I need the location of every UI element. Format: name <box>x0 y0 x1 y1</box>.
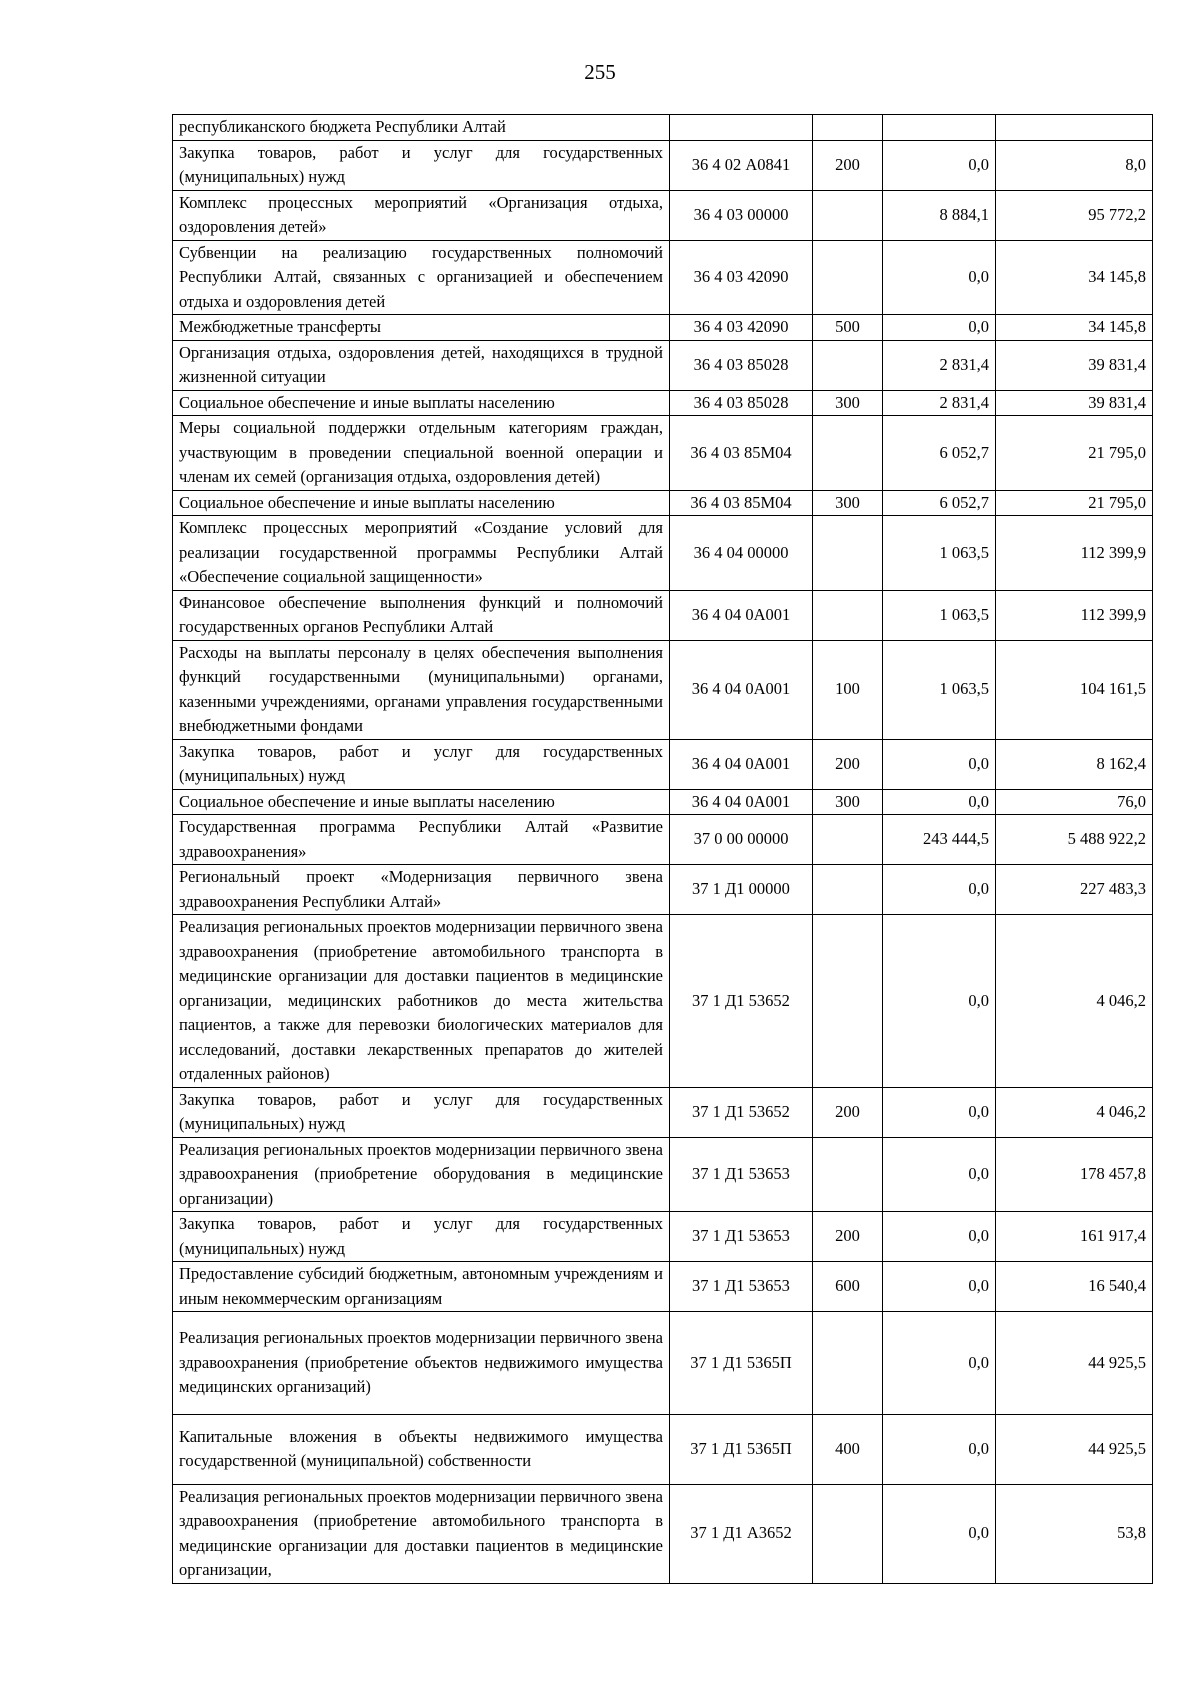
row-code: 36 4 04 0А001 <box>670 789 813 815</box>
row-name: Государственная программа Республики Алтай «Развитие здравоохранения» <box>173 815 670 865</box>
row-value-2: 161 917,4 <box>996 1212 1153 1262</box>
row-value-1: 0,0 <box>883 789 996 815</box>
row-code: 37 1 Д1 53653 <box>670 1137 813 1212</box>
row-code: 37 1 Д1 53652 <box>670 1087 813 1137</box>
row-name: Социальное обеспечение и иные выплаты населению <box>173 390 670 416</box>
table-row <box>173 915 1153 1088</box>
row-value-1: 0,0 <box>883 1137 996 1212</box>
row-value-2: 44 925,5 <box>996 1414 1153 1484</box>
row-expense-type: 200 <box>813 739 883 789</box>
row-value-2: 95 772,2 <box>996 190 1153 240</box>
row-name: Закупка товаров, работ и услуг для государственных (муниципальных) нужд <box>173 140 670 190</box>
row-code: 37 1 Д1 5365П <box>670 1414 813 1484</box>
row-value-2: 53,8 <box>996 1484 1153 1583</box>
row-name: Финансовое обеспечение выполнения функций и полномочий государственных органов Республики Алтай <box>173 590 670 640</box>
row-value-2: 34 145,8 <box>996 315 1153 341</box>
row-value-1: 2 831,4 <box>883 390 996 416</box>
table-row <box>173 490 1153 516</box>
row-name: Региональный проект «Модернизация первичного звена здравоохранения Республики Алтай» <box>173 865 670 915</box>
row-code: 37 1 Д1 5365П <box>670 1312 813 1415</box>
row-code: 36 4 03 00000 <box>670 190 813 240</box>
table-row <box>173 1212 1153 1262</box>
row-code: 36 4 04 0А001 <box>670 640 813 739</box>
table-row <box>173 115 1153 141</box>
row-name: Комплекс процессных мероприятий «Организация отдыха, оздоровления детей» <box>173 190 670 240</box>
row-code: 36 4 04 0А001 <box>670 590 813 640</box>
row-code: 36 4 04 00000 <box>670 516 813 591</box>
row-value-1: 1 063,5 <box>883 640 996 739</box>
table-row <box>173 1087 1153 1137</box>
row-code: 37 1 Д1 53653 <box>670 1262 813 1312</box>
row-value-1: 0,0 <box>883 1087 996 1137</box>
row-expense-type: 200 <box>813 1212 883 1262</box>
row-value-1: 6 052,7 <box>883 490 996 516</box>
row-value-2: 112 399,9 <box>996 590 1153 640</box>
row-expense-type <box>813 590 883 640</box>
row-code: 36 4 03 85028 <box>670 390 813 416</box>
table-row <box>173 815 1153 865</box>
row-value-1: 0,0 <box>883 865 996 915</box>
row-name: Субвенции на реализацию государственных полномочий Республики Алтай, связанных с организацией и обеспечением отдыха и оздоровления детей <box>173 240 670 315</box>
table-row <box>173 190 1153 240</box>
row-expense-type: 300 <box>813 490 883 516</box>
table-row <box>173 1484 1153 1583</box>
row-expense-type <box>813 815 883 865</box>
row-expense-type: 300 <box>813 390 883 416</box>
table-row <box>173 516 1153 591</box>
table-row <box>173 315 1153 341</box>
row-value-2: 178 457,8 <box>996 1137 1153 1212</box>
row-expense-type <box>813 416 883 491</box>
row-expense-type <box>813 915 883 1088</box>
row-value-2: 8 162,4 <box>996 739 1153 789</box>
table-row <box>173 340 1153 390</box>
row-name: Организация отдыха, оздоровления детей, находящихся в трудной жизненной ситуации <box>173 340 670 390</box>
row-value-2 <box>996 115 1153 141</box>
row-expense-type <box>813 190 883 240</box>
row-name: Меры социальной поддержки отдельным категориям граждан, участвующим в проведении специальной военной операции и членам их семей (организация отдыха, оздоровления детей) <box>173 416 670 491</box>
row-value-2: 5 488 922,2 <box>996 815 1153 865</box>
row-code: 37 0 00 00000 <box>670 815 813 865</box>
table-row <box>173 390 1153 416</box>
row-value-1: 0,0 <box>883 1414 996 1484</box>
row-code <box>670 115 813 141</box>
row-name: Закупка товаров, работ и услуг для государственных (муниципальных) нужд <box>173 1087 670 1137</box>
row-value-1: 1 063,5 <box>883 516 996 591</box>
row-value-2: 39 831,4 <box>996 390 1153 416</box>
row-expense-type <box>813 115 883 141</box>
row-code: 37 1 Д1 А3652 <box>670 1484 813 1583</box>
table-row <box>173 1312 1153 1415</box>
page-number: 255 <box>584 60 616 84</box>
row-code: 37 1 Д1 00000 <box>670 865 813 915</box>
row-value-2: 4 046,2 <box>996 1087 1153 1137</box>
row-code: 37 1 Д1 53653 <box>670 1212 813 1262</box>
row-expense-type <box>813 240 883 315</box>
table-row <box>173 240 1153 315</box>
row-value-1: 6 052,7 <box>883 416 996 491</box>
row-value-1: 0,0 <box>883 315 996 341</box>
row-name: Социальное обеспечение и иные выплаты населению <box>173 789 670 815</box>
row-code: 36 4 03 42090 <box>670 315 813 341</box>
row-name: Расходы на выплаты персоналу в целях обеспечения выполнения функций государственными (муниципальными) органами, казенными учреждениями, органами управления государственными внебюджетными фондами <box>173 640 670 739</box>
budget-table <box>172 114 1153 1584</box>
row-expense-type: 300 <box>813 789 883 815</box>
row-value-1: 0,0 <box>883 1312 996 1415</box>
row-expense-type: 400 <box>813 1414 883 1484</box>
row-expense-type <box>813 865 883 915</box>
row-value-2: 4 046,2 <box>996 915 1153 1088</box>
row-expense-type: 600 <box>813 1262 883 1312</box>
row-code: 36 4 03 85028 <box>670 340 813 390</box>
row-name: Закупка товаров, работ и услуг для государственных (муниципальных) нужд <box>173 1212 670 1262</box>
row-value-1: 243 444,5 <box>883 815 996 865</box>
row-value-2: 34 145,8 <box>996 240 1153 315</box>
row-value-2: 112 399,9 <box>996 516 1153 591</box>
table-row <box>173 1414 1153 1484</box>
row-expense-type: 100 <box>813 640 883 739</box>
row-value-1: 2 831,4 <box>883 340 996 390</box>
row-expense-type <box>813 1312 883 1415</box>
row-value-2: 16 540,4 <box>996 1262 1153 1312</box>
row-expense-type <box>813 1484 883 1583</box>
row-value-1: 8 884,1 <box>883 190 996 240</box>
row-code: 36 4 03 85М04 <box>670 490 813 516</box>
row-expense-type <box>813 340 883 390</box>
row-value-1: 0,0 <box>883 1212 996 1262</box>
row-code: 36 4 02 А0841 <box>670 140 813 190</box>
row-value-1: 0,0 <box>883 1262 996 1312</box>
row-value-1: 0,0 <box>883 1484 996 1583</box>
row-code: 37 1 Д1 53652 <box>670 915 813 1088</box>
row-name: Предоставление субсидий бюджетным, автономным учреждениям и иным некоммерческим организациям <box>173 1262 670 1312</box>
row-code: 36 4 03 85М04 <box>670 416 813 491</box>
row-name: Реализация региональных проектов модернизации первичного звена здравоохранения (приобретение автомобильного транспорта в медицинские организации для доставки пациентов в медицинские организации, медицинских работников до места жительства пациентов, а также для перевозки биологических материалов для исследований, доставки лекарственных препаратов до жителей отдаленных районов) <box>173 915 670 1088</box>
row-value-2: 21 795,0 <box>996 490 1153 516</box>
table-row <box>173 640 1153 739</box>
row-value-2: 44 925,5 <box>996 1312 1153 1415</box>
budget-table-body <box>173 115 1153 1584</box>
row-code: 36 4 04 0А001 <box>670 739 813 789</box>
table-row <box>173 739 1153 789</box>
row-expense-type: 500 <box>813 315 883 341</box>
row-name: Закупка товаров, работ и услуг для государственных (муниципальных) нужд <box>173 739 670 789</box>
row-value-1: 1 063,5 <box>883 590 996 640</box>
row-value-2: 104 161,5 <box>996 640 1153 739</box>
row-value-2: 8,0 <box>996 140 1153 190</box>
row-name: Реализация региональных проектов модернизации первичного звена здравоохранения (приобретение объектов недвижимого имущества медицинских организаций) <box>173 1312 670 1415</box>
row-name: Комплекс процессных мероприятий «Создание условий для реализации государственной программы Республики Алтай «Обеспечение социальной защищенности» <box>173 516 670 591</box>
table-row <box>173 590 1153 640</box>
table-row <box>173 789 1153 815</box>
row-name: Межбюджетные трансферты <box>173 315 670 341</box>
row-value-2: 76,0 <box>996 789 1153 815</box>
row-expense-type <box>813 516 883 591</box>
row-value-2: 39 831,4 <box>996 340 1153 390</box>
row-value-2: 21 795,0 <box>996 416 1153 491</box>
row-expense-type: 200 <box>813 1087 883 1137</box>
row-value-1: 0,0 <box>883 915 996 1088</box>
table-row <box>173 1262 1153 1312</box>
row-value-1: 0,0 <box>883 240 996 315</box>
row-value-1: 0,0 <box>883 140 996 190</box>
row-value-1: 0,0 <box>883 739 996 789</box>
table-row <box>173 865 1153 915</box>
row-name: Капитальные вложения в объекты недвижимого имущества государственной (муниципальной) собственности <box>173 1414 670 1484</box>
row-name: республиканского бюджета Республики Алтай <box>173 115 670 141</box>
row-value-2: 227 483,3 <box>996 865 1153 915</box>
row-expense-type <box>813 1137 883 1212</box>
row-name: Реализация региональных проектов модернизации первичного звена здравоохранения (приобретение автомобильного транспорта в медицинские организации для доставки пациентов в медицинские организации, <box>173 1484 670 1583</box>
row-code: 36 4 03 42090 <box>670 240 813 315</box>
table-row <box>173 140 1153 190</box>
row-expense-type: 200 <box>813 140 883 190</box>
table-row <box>173 416 1153 491</box>
row-name: Социальное обеспечение и иные выплаты населению <box>173 490 670 516</box>
row-name: Реализация региональных проектов модернизации первичного звена здравоохранения (приобретение оборудования в медицинские организации) <box>173 1137 670 1212</box>
row-value-1 <box>883 115 996 141</box>
table-row <box>173 1137 1153 1212</box>
